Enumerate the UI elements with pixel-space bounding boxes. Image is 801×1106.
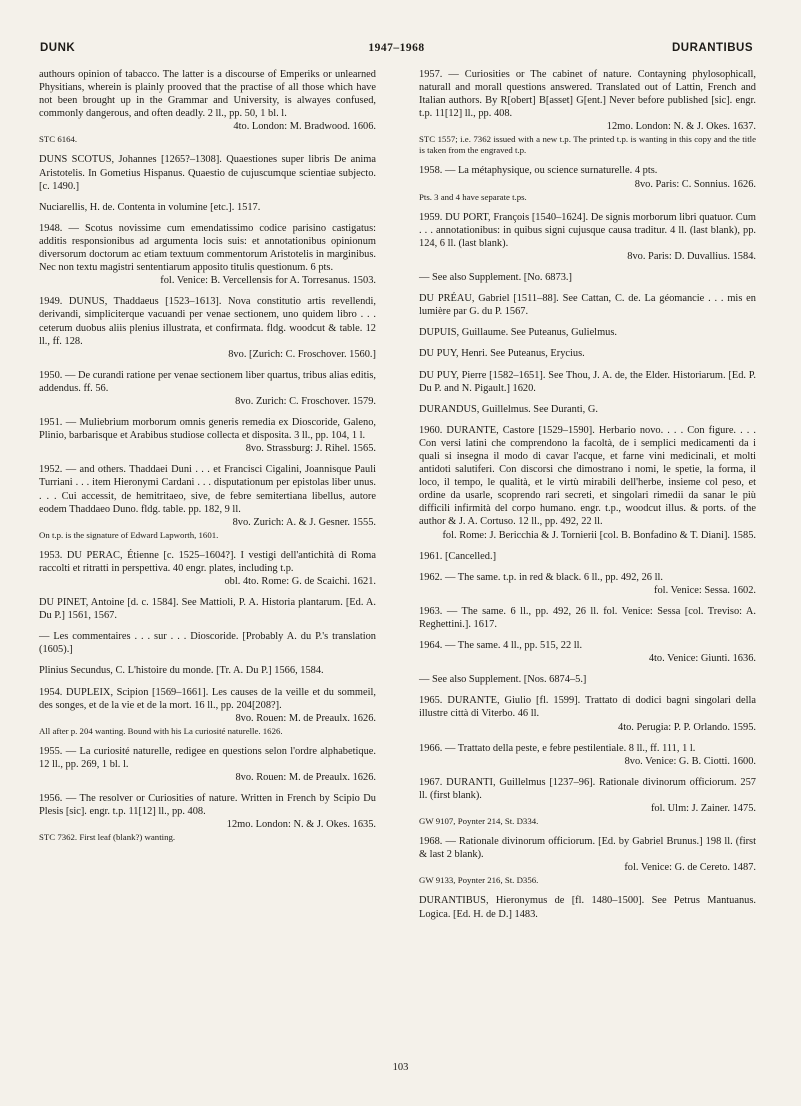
entry-text: DUPUIS, Guillaume. See Puteanus, Gulielmus. [419,327,617,339]
catalogue-entry [39,295,376,360]
entry-text: — See also Supplement. [No. 6873.] [419,272,572,284]
catalogue-entry [419,347,756,360]
entry-note: Pts. 3 and 4 have separate t.ps. [419,191,527,202]
entry-text: 1968. — Rationale divinorum officiorum. [Ed. by Gabriel Brunus.] 198 ll. (first & last 2 blank). [419,836,756,861]
entry-text: authours opinion of tabacco. The latter is a discourse of Emperiks or unlearned Physitians, wherein is plainly prooved that the practise of all those which have not been brought up in the Grammar and University, is alwayes confused, commonly dangerous, and often deadly. 2 ll., pp. 50, 1 bl. l. [39,69,376,120]
catalogue-entry [419,292,756,318]
entry-text: — Les commentaires . . . sur . . . Dioscoride. [Probably A. du P.'s translation (1605).] [39,631,376,656]
catalogue-entry [39,630,376,656]
entry-text: — See also Supplement. [Nos. 6874–5.] [419,674,587,686]
entry-imprint: 4to. Perugia: P. P. Orlando. 1595. [618,721,756,733]
entry-imprint: fol. Venice: B. Vercellensis for A. Torresanus. 1503. [160,275,376,287]
catalogue-entry [39,792,376,843]
catalogue-entry [419,550,756,563]
entry-text: 1954. DUPLEIX, Scipion [1569–1661]. Les causes de la veille et du sommeil, des songes, et de la vie et de la mort. 16 ll., pp. 204[208?]. [39,686,376,711]
entry-text: DU PRÉAU, Gabriel [1511–88]. See Cattan, C. de. La géomancie . . . mis en lumière par G. du P. 1567. [419,293,756,318]
entry-imprint: 8vo. Rouen: M. de Preaulx. 1626. [235,772,376,784]
right-column [419,68,756,929]
entry-note: GW 9107, Poynter 214, St. D334. [419,816,539,827]
catalogue-entry [39,153,376,192]
entry-text: 1948. — Scotus novissime cum emendatissimo codice parisino castigatus: additis responsionibus ad argumenta locis suis: et annotationibus opinionum diversorum doctorum ac etiam textuum commentorum Aristotelis in marginibus. Nec non textu magistri sententiarum apposito titulis questionum. 6 pts. [39,222,376,274]
entry-text: 1955. — La curiosité naturelle, redigee en questions selon l'ordre alphabetique. 12 ll., pp. 269, 1 bl. l. [39,745,376,770]
entry-text: 1953. DU PERAC, Étienne [c. 1525–1604?]. I vestigi dell'antichità di Roma raccolti et ritratti in perspettiva. 40 engr. plates, including t.p. [39,549,376,574]
running-header [40,42,753,60]
catalogue-entry [419,571,756,597]
entry-note: All after p. 204 wanting. Bound with his La curiosité naturelle. 1626. [39,725,283,736]
entry-text: 1958. — La métaphysique, ou science surnaturelle. 4 pts. [419,165,658,177]
catalogue-entry [39,686,376,737]
left-column [39,68,376,851]
entry-imprint: 8vo. Strassburg: J. Rihel. 1565. [245,443,376,455]
entry-text: 1967. DURANTI, Guillelmus [1237–96]. Rationale divinorum officiorum. 257 ll. (first blank). [419,776,756,801]
catalogue-entry [419,673,756,686]
catalogue-entry [39,201,376,214]
entry-note: STC 7362. First leaf (blank?) wanting. [39,832,176,843]
entry-text: 1961. [Cancelled.] [419,550,497,562]
catalogue-entry [419,605,756,631]
entry-imprint: 8vo. Zurich: C. Froschover. 1579. [235,395,376,407]
page-number: 103 [392,1062,409,1073]
catalogue-entry [39,745,376,784]
catalogue-entry [419,164,756,202]
entry-text: 1951. — Muliebrium morborum omnis generis remedia ex Dioscoride, Galeno, Plinio, barbarisque et Arabibus studiose collecta et disposita. 3 ll., pp. 104, 1 l. [39,417,376,442]
entry-imprint: 12mo. London: N. & J. Okes. 1635. [226,819,376,831]
catalogue-entry [419,742,756,768]
entry-text: 1965. DURANTE, Giulio [fl. 1599]. Trattato di dodici bagni singolari della illustre città di Viterbo. 46 ll. [419,695,756,720]
header-left: DUNK [40,42,76,54]
entry-text: 1956. — The resolver or Curiosities of nature. Written in French by Scipio Du Plesis [sic]. engr. t.p. 11[12] ll., pp. 408. [39,793,376,818]
catalogue-entry [39,549,376,588]
catalogue-entry [419,894,756,920]
entry-imprint: 8vo. Zurich: A. & J. Gesner. 1555. [232,516,376,528]
catalogue-entry [39,369,376,408]
entry-text: DU PUY, Henri. See Puteanus, Erycius. [419,348,585,360]
entry-text: DU PINET, Antoine [d. c. 1584]. See Mattioli, P. A. Historia plantarum. [Ed. A. Du P.] 1561, 1567. [39,597,376,622]
entry-imprint: 4to. Venice: Giunti. 1636. [648,653,756,665]
entry-text: 1959. DU PORT, François [1540–1624]. De signis morborum libri quatuor. Cum . . . annotationibus: in quibus signi cujusque causa traditur. 4 ll. (last blank), pp. 124, 6 ll. (last blank). [419,211,756,249]
catalogue-entry [419,694,756,733]
catalogue-entry [39,416,376,455]
catalogue-entry [39,664,376,677]
entry-note: STC 1557; i.e. 7362 issued with a new t.p. The printed t.p. is wanting in this copy and the title is taken from the engraved t.p. [419,134,756,156]
catalogue-entry [419,639,756,665]
catalogue-entry [419,68,756,156]
entry-imprint: 8vo. Paris: D. Duvallius. 1584. [627,250,756,262]
catalogue-entry [419,326,756,339]
entry-text: 1950. — De curandi ratione per venae sectionem liber quartus, tribus alias editis, addendus. ff. 56. [39,369,376,394]
entry-imprint: obl. 4to. Rome: G. de Scaichi. 1621. [224,576,376,587]
catalogue-entry [39,463,376,540]
catalogue-entry [419,369,756,395]
entry-text: 1962. — The same. t.p. in red & black. 6 ll., pp. 492, 26 ll. [419,571,663,583]
catalogue-entry [419,835,756,886]
entry-imprint: 8vo. Paris: C. Sonnius. 1626. [634,178,756,190]
header-right: DURANTIBUS [671,42,753,54]
entry-imprint: 8vo. Rouen: M. de Preaulx. 1626. [235,712,376,724]
entry-text: DURANTIBUS, Hieronymus de [fl. 1480–1500]. See Petrus Mantuanus. Logica. [Ed. H. de D.] 1483. [419,895,756,920]
entry-text: 1966. — Trattato della peste, e febre pestilentiale. 8 ll., ff. 111, 1 l. [419,742,696,754]
catalogue-entry [419,424,756,542]
entry-imprint: 8vo. [Zurich: C. Froschover. 1560.] [228,348,376,360]
entry-text: 1963. — The same. 6 ll., pp. 492, 26 ll. fol. Venice: Sessa [col. Treviso: A. Reghettini.]. 1617. [419,605,756,630]
catalogue-entry [419,403,756,416]
entry-imprint: fol. Venice: G. de Cereto. 1487. [624,862,756,874]
header-center: 1947–1968 [368,42,425,54]
entry-imprint: fol. Rome: J. Bericchia & J. Tornierii [col. B. Bonfadino & T. Diani]. 1585. [442,529,756,541]
entry-imprint: 8vo. Venice: G. B. Ciotti. 1600. [624,755,756,767]
entry-text: DU PUY, Pierre [1582–1651]. See Thou, J. A. de, the Elder. Historiarum. [Ed. P. Du P. and N. Pigault.] 1620. [419,369,756,394]
entry-text: Plinius Secundus, C. L'histoire du monde. [Tr. A. Du P.] 1566, 1584. [39,665,324,677]
entry-note: STC 6164. [39,134,78,145]
entry-text: 1964. — The same. 4 ll., pp. 515, 22 ll. [419,640,583,652]
entry-note: On t.p. is the signature of Edward Lapworth, 1601. [39,529,219,540]
entry-imprint: fol. Venice: Sessa. 1602. [654,584,756,596]
entry-imprint: 4to. London: M. Bradwood. 1606. [233,121,376,133]
entry-text: 1957. — Curiosities or The cabinet of nature. Contayning phylosophicall, naturall and morall questions answered. Translated out of Lattin, French and Italian authors. By R[obert] B[asset] G[ent.] Never before published [sic]. engr. t.p. 11[12] ll., pp. 408. [419,69,756,120]
catalogue-entry [39,596,376,622]
entry-text: 1949. DUNUS, Thaddaeus [1523–1613]. Nova constitutio artis revellendi, derivandi, simpliciterque vacuandi per venae sectionem, uno quidem libro . . . ceterum duobus aliis plenius illustrata, et confirmata. fldg. woodcut & table. 12 ll., ff. 128. [39,296,376,347]
catalogue-entry [39,68,376,145]
entry-note: GW 9133, Poynter 216, St. D356. [419,875,539,886]
catalogue-entry [39,222,376,287]
entry-text: 1960. DURANTE, Castore [1529–1590]. Herbario novo. . . . Con figure. . . . Con versi latini che comprendono la facoltà, de i semplici medicamenti da i quali si insegna il modo di cavar l'acque, et farne vini medicinali, et molti antidoti salutiferi. Con discorsi che dimostrano i nomi, le spetie, la forma, il loco, il tempo, le qualità, et le virtù mirabili dell'herbe, insieme col peso, et ordine da usarle, scoprendo rari secreti, et singolari rimedii da sanar le più difficili infirmità del corpo humano. engr. t.p., woodcut illus. & ports. of the author & J. A. Cortuso. 12 ll., pp. 492, 22 ll. [419,424,756,528]
catalogue-entry [419,776,756,827]
catalogue-entry [419,211,756,263]
catalogue-entry [419,271,756,284]
entry-imprint: 12mo. London: N. & J. Okes. 1637. [606,121,756,133]
entry-text: DURANDUS, Guillelmus. See Duranti, G. [419,403,598,415]
entry-imprint: fol. Ulm: J. Zainer. 1475. [650,803,756,815]
entry-text: DUNS SCOTUS, Johannes [1265?–1308]. Quaestiones super libris De anima Aristotelis. In Gometius Hispanus. Quaestio de cujuscumque scientiae subjecto. [c. 1490.] [39,154,376,192]
entry-text: Nuciarellis, H. de. Contenta in volumine [etc.]. 1517. [39,201,261,213]
entry-text: 1952. — and others. Thaddaei Duni . . . et Francisci Cigalini, Joannisque Pauli Turriani . . . item Hieronymi Cardani . . . disputationum per epistolas liber unus. . . . Cui accessit, de hemitritaeo, sive, de febre semitertiana libellus, autore eodem Thaddaeo Duno. fldg. table. pp. 182, 9 ll. [39,464,376,515]
